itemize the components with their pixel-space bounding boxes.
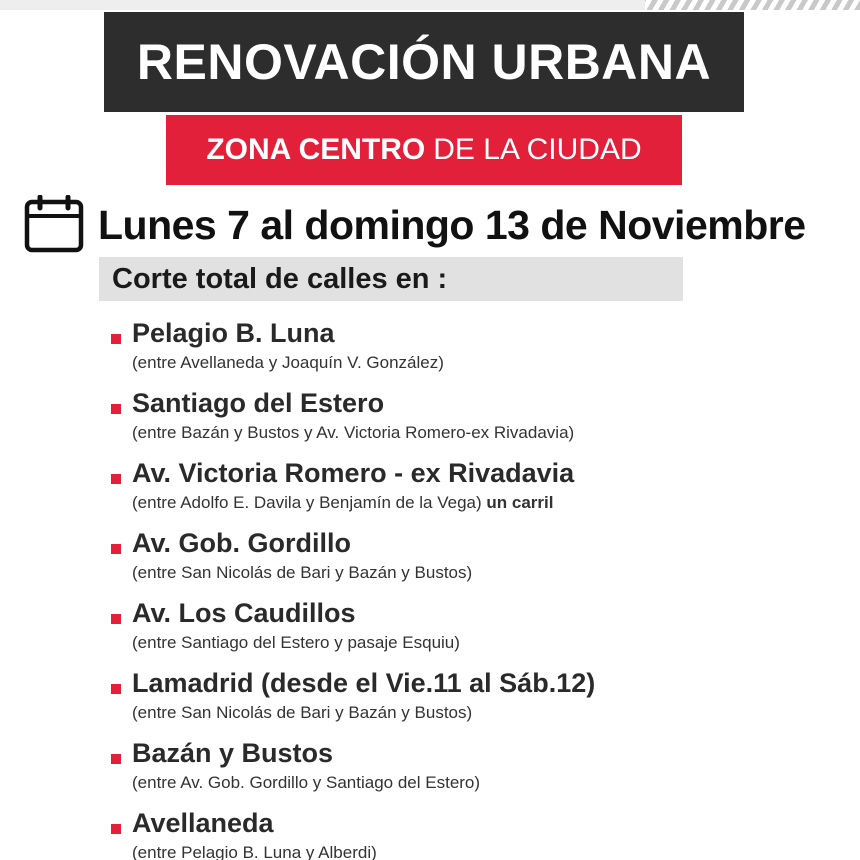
list-item <box>111 528 851 598</box>
street-detail-text: (entre San Nicolás de Bari y Bazán y Bustos) <box>132 703 473 722</box>
street-detail-text: (entre Bazán y Bustos y Av. Victoria Romero-ex Rivadavia) <box>132 423 575 442</box>
street-name: Santiago del Estero <box>132 388 385 418</box>
cut-label: Corte total de calles en : <box>112 262 448 295</box>
street-detail-text: (entre Adolfo E. Davila y Benjamín de la Vega) <box>132 493 482 512</box>
street-name: Bazán y Bustos <box>132 738 334 768</box>
street-name: Avellaneda <box>132 808 274 838</box>
street-detail <box>132 703 472 723</box>
bullet-icon <box>111 684 121 694</box>
street-detail <box>132 843 377 860</box>
street-name: Av. Gob. Gordillo <box>132 528 351 558</box>
date-row <box>24 195 806 255</box>
subtitle-strong: ZONA CENTRO <box>206 133 426 166</box>
list-item <box>111 458 851 528</box>
list-item <box>111 388 851 458</box>
bullet-icon <box>111 614 121 624</box>
bullet-icon <box>111 754 121 764</box>
street-detail-text: (entre Av. Gob. Gordillo y Santiago del Estero) <box>132 773 481 792</box>
title-banner <box>104 12 744 112</box>
street-detail <box>132 773 480 793</box>
list-item <box>111 598 851 668</box>
street-detail <box>132 563 472 583</box>
bullet-icon <box>111 824 121 834</box>
bullet-icon <box>111 404 121 414</box>
street-detail-text: (entre Santiago del Estero y pasaje Esquiu) <box>132 633 460 652</box>
street-detail <box>132 353 444 373</box>
street-detail-text: (entre San Nicolás de Bari y Bazán y Bustos) <box>132 563 473 582</box>
street-extra: un carril <box>486 493 554 512</box>
date-range: Lunes 7 al domingo 13 de Noviembre <box>98 201 806 248</box>
street-detail <box>132 493 553 513</box>
list-item <box>111 318 851 388</box>
street-detail <box>132 633 460 653</box>
subtitle-banner <box>166 115 682 185</box>
street-name: Av. Victoria Romero - ex Rivadavia <box>132 458 575 488</box>
bullet-icon <box>111 334 121 344</box>
bullet-icon <box>111 544 121 554</box>
street-list <box>111 318 851 860</box>
street-name: Pelagio B. Luna <box>132 318 335 348</box>
cut-label-bar <box>99 257 683 301</box>
street-detail-text: (entre Pelagio B. Luna y Alberdi) <box>132 843 377 860</box>
subtitle-rest: DE LA CIUDAD <box>433 133 642 166</box>
list-item <box>111 808 851 860</box>
street-detail-text: (entre Avellaneda y Joaquín V. González) <box>132 353 444 372</box>
page-title: RENOVACIÓN URBANA <box>136 34 712 90</box>
street-name: Av. Los Caudillos <box>132 598 356 628</box>
street-name: Lamadrid (desde el Vie.11 al Sáb.12) <box>132 668 596 698</box>
list-item <box>111 738 851 808</box>
list-item <box>111 668 851 738</box>
decorative-stripes <box>645 0 860 10</box>
calendar-icon <box>24 195 84 255</box>
bullet-icon <box>111 474 121 484</box>
street-detail <box>132 423 574 443</box>
